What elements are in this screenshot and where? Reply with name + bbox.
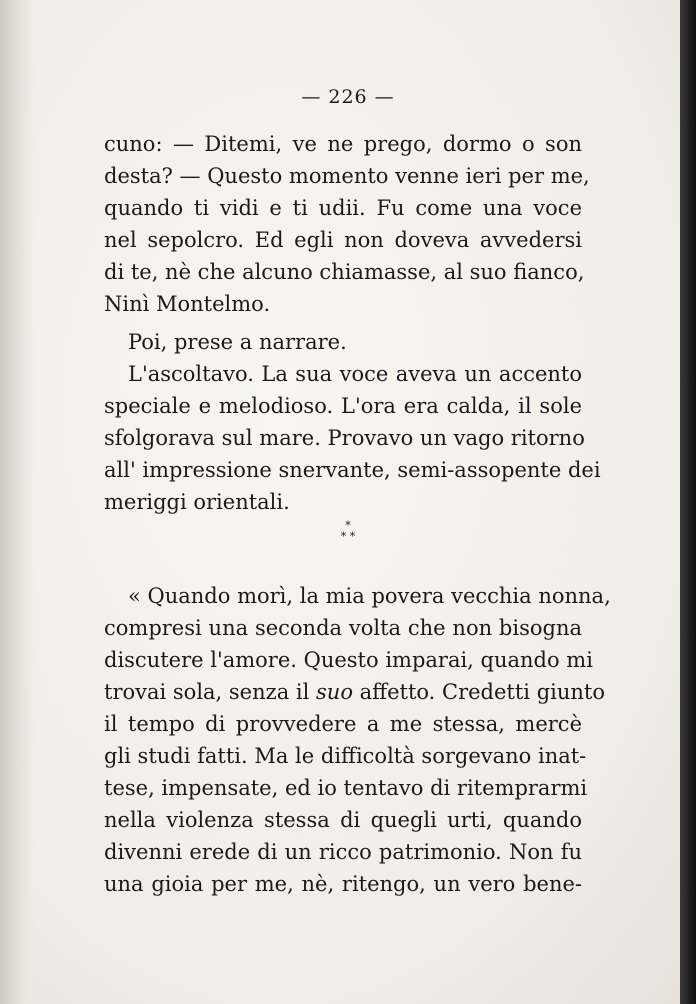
text-line: Poi, prese a narrare. [128, 330, 347, 354]
paragraph-1 [104, 128, 590, 320]
paragraph-3 [104, 358, 601, 518]
text-line: cuno: — Ditemi, ve ne prego, dormo o son [104, 132, 582, 156]
text-line: il tempo di provvedere a me stessa, mercè [104, 712, 582, 736]
text-line: discutere l'amore. Questo imparai, quando mi [104, 648, 593, 672]
text-line: speciale e melodioso. L'ora era calda, il sole [104, 394, 582, 418]
page-number: — 226 — [301, 86, 395, 108]
text-line: « Quando morì, la mia povera vecchia nonna, [128, 584, 611, 608]
asterism-bottom: * * [340, 530, 356, 543]
asterism-separator [0, 520, 696, 542]
text-line: compresi una seconda volta che non bisogna [104, 616, 582, 640]
text-line: gli studi fatti. Ma le difficoltà sorgevano inat- [104, 744, 587, 768]
text-line: nel sepolcro. Ed egli non doveva avvedersi [104, 228, 582, 252]
text-line-with-italic [104, 676, 605, 708]
text-line: nella violenza stessa di quegli urti, quando [104, 808, 582, 832]
text-line: sfolgorava sul mare. Provavo un vago ritorno [104, 426, 585, 450]
asterism-top: * [345, 519, 351, 532]
text-line: quando ti vidi e ti udii. Fu come una voce [104, 196, 582, 220]
page-gutter-shadow [0, 0, 34, 1004]
text-line: all' impressione snervante, semi-assopente dei [104, 458, 601, 482]
page-edge-dark [680, 0, 696, 1004]
italic-word: suo [316, 680, 353, 704]
text-line: meriggi orientali. [104, 490, 290, 514]
text-line: desta? — Questo momento venne ieri per me, [104, 164, 590, 188]
text-line: di te, nè che alcuno chiamasse, al suo fianco, [104, 260, 585, 284]
text-segment: trovai sola, senza il [104, 680, 310, 704]
text-line: tese, impensate, ed io tentavo di ritemprarmi [104, 776, 588, 800]
text-line: L'ascoltavo. La sua voce aveva un accento [128, 362, 582, 386]
paragraph-2 [104, 326, 582, 358]
text-segment: affetto. Credetti giunto [359, 680, 605, 704]
text-line: una gioia per me, nè, ritengo, un vero bene- [104, 872, 582, 896]
text-line: divenni erede di un ricco patrimonio. Non fu [104, 840, 582, 864]
text-line: Ninì Montelmo. [104, 292, 271, 316]
paragraph-4 [104, 580, 611, 900]
